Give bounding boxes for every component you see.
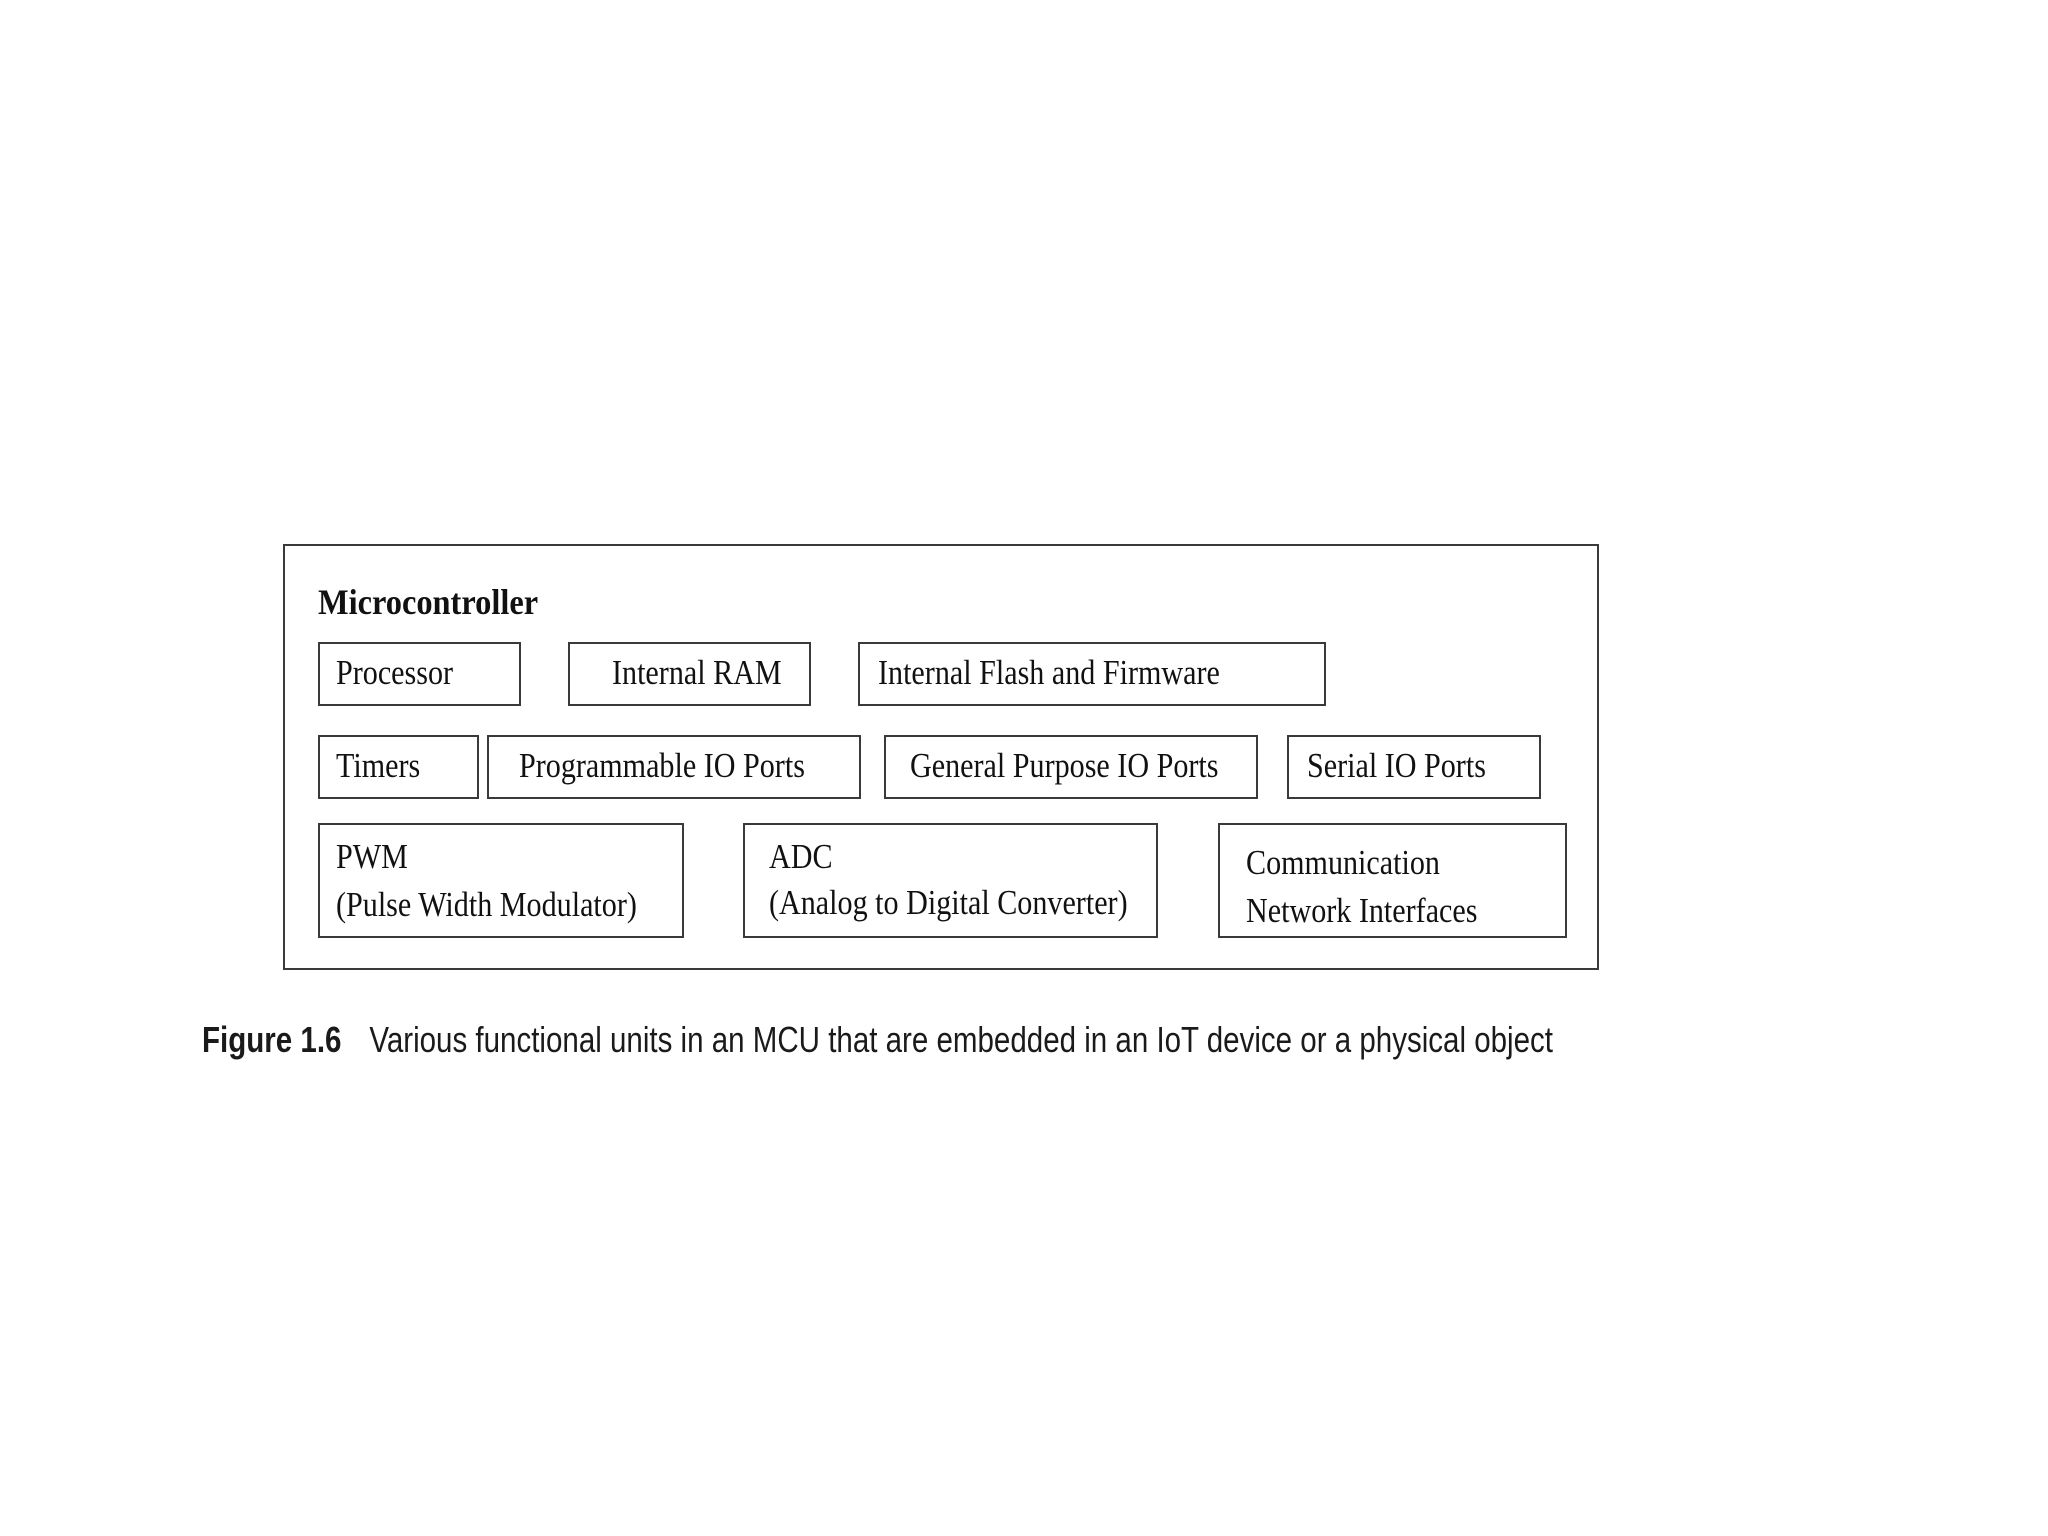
internal-ram-unit bbox=[568, 642, 811, 706]
internal-flash-unit bbox=[858, 642, 1326, 706]
communication-unit bbox=[1218, 823, 1567, 938]
figure-caption-text: Various functional units in an MCU that are embedded in an IoT device or a physical object bbox=[369, 1019, 1553, 1060]
programmable-io-label: Programmable IO Ports bbox=[519, 746, 805, 785]
programmable-io-unit bbox=[487, 735, 861, 799]
pwm-label: PWM bbox=[336, 837, 408, 876]
serial-io-unit bbox=[1287, 735, 1541, 799]
figure-caption bbox=[202, 1016, 1553, 1064]
general-purpose-io-label: General Purpose IO Ports bbox=[910, 746, 1219, 785]
adc-unit bbox=[743, 823, 1158, 938]
timers-unit bbox=[318, 735, 479, 799]
internal-flash-label: Internal Flash and Firmware bbox=[878, 653, 1220, 692]
pwm-unit bbox=[318, 823, 684, 938]
communication-description: Network Interfaces bbox=[1246, 891, 1478, 930]
internal-ram-label: Internal RAM bbox=[612, 653, 782, 692]
timers-label: Timers bbox=[336, 746, 421, 785]
processor-label: Processor bbox=[336, 653, 454, 692]
pwm-description: (Pulse Width Modulator) bbox=[336, 885, 637, 924]
adc-description: (Analog to Digital Converter) bbox=[769, 883, 1128, 922]
processor-unit bbox=[318, 642, 521, 706]
microcontroller-title: Microcontroller bbox=[318, 582, 539, 622]
general-purpose-io-unit bbox=[884, 735, 1258, 799]
communication-label: Communication bbox=[1246, 843, 1440, 882]
figure-label: Figure 1.6 bbox=[202, 1019, 342, 1060]
serial-io-label: Serial IO Ports bbox=[1307, 746, 1486, 785]
adc-label: ADC bbox=[769, 837, 833, 876]
